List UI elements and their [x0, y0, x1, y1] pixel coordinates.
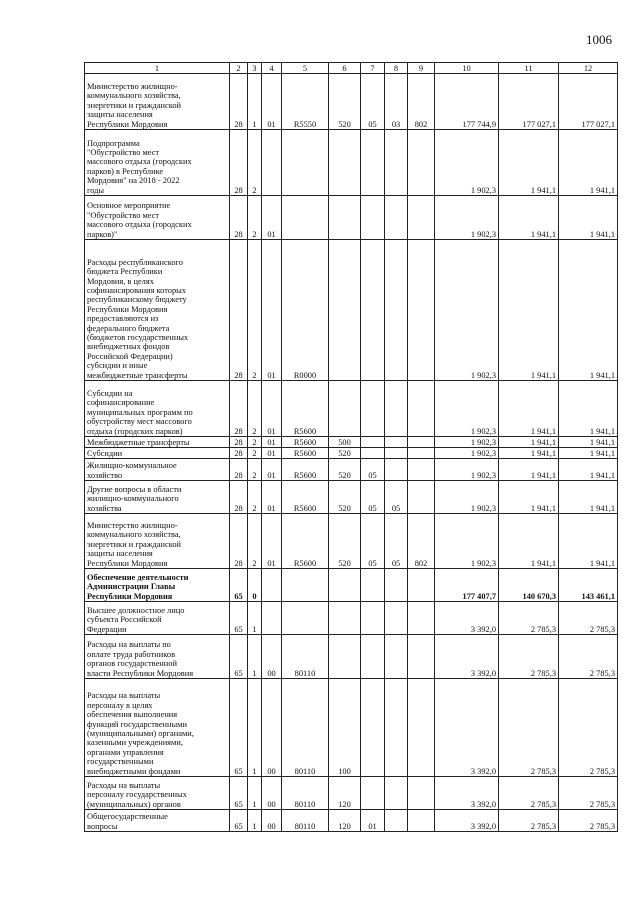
table-cell	[385, 240, 408, 381]
table-row	[85, 514, 618, 569]
table-cell	[385, 381, 408, 437]
column-header: 4	[262, 63, 282, 74]
table-cell: 1 902,3	[435, 196, 499, 240]
table-cell: 1 941,1	[499, 437, 559, 448]
table-cell: 05	[361, 459, 385, 481]
table-cell: 05	[361, 74, 385, 130]
table-cell: 1 941,1	[559, 381, 618, 437]
table-cell: 28	[230, 240, 248, 381]
column-header: 2	[230, 63, 248, 74]
table-cell	[361, 777, 385, 810]
table-cell: 1 941,1	[499, 459, 559, 481]
table-cell	[408, 459, 435, 481]
table-row	[85, 777, 618, 810]
table-cell	[385, 602, 408, 635]
table-cell	[385, 569, 408, 602]
table-row	[85, 459, 618, 481]
table-cell	[408, 602, 435, 635]
table-cell	[385, 437, 408, 448]
table-cell: 1 902,3	[435, 459, 499, 481]
table-cell: 1	[248, 679, 262, 777]
table-row	[85, 381, 618, 437]
table-cell	[385, 679, 408, 777]
table-cell	[408, 481, 435, 514]
table-cell: 1 941,1	[559, 448, 618, 459]
table-cell: 802	[408, 514, 435, 569]
table-cell: 2 785,3	[499, 679, 559, 777]
table-cell	[385, 810, 408, 832]
table-row	[85, 130, 618, 196]
table-cell: 2	[248, 240, 262, 381]
table-cell: R5600	[282, 481, 329, 514]
table-cell	[329, 635, 361, 679]
table-cell: 1 941,1	[499, 240, 559, 381]
table-cell: 2 785,3	[499, 810, 559, 832]
table-cell: 1 941,1	[559, 437, 618, 448]
table-cell: 28	[230, 448, 248, 459]
table-cell	[408, 569, 435, 602]
table-header-row	[85, 63, 618, 74]
table-cell	[385, 635, 408, 679]
table-cell: 120	[329, 810, 361, 832]
table-cell: 2 785,3	[499, 602, 559, 635]
row-label-cell: Жилищно-коммунальное хозяйство	[85, 459, 230, 481]
table-cell: 01	[361, 810, 385, 832]
table-cell: 520	[329, 514, 361, 569]
table-cell: R5600	[282, 448, 329, 459]
table-row	[85, 437, 618, 448]
table-cell: 2 785,3	[559, 635, 618, 679]
table-cell	[361, 679, 385, 777]
row-label-cell: Министерство жилищно- коммунального хозяйства, энергетики и гражданской защиты населения Республики Мордовия	[85, 514, 230, 569]
table-cell: 143 461,1	[559, 569, 618, 602]
table-row	[85, 448, 618, 459]
table-cell: 3 392,0	[435, 602, 499, 635]
table-cell	[329, 130, 361, 196]
table-cell	[385, 777, 408, 810]
table-row	[85, 810, 618, 832]
table-row	[85, 569, 618, 602]
column-header: 6	[329, 63, 361, 74]
column-header: 12	[559, 63, 618, 74]
table-cell: 1 941,1	[499, 514, 559, 569]
table-cell: 1	[248, 635, 262, 679]
table-cell	[329, 602, 361, 635]
table-cell	[385, 448, 408, 459]
table-cell	[385, 196, 408, 240]
table-cell: 120	[329, 777, 361, 810]
table-cell: 00	[262, 679, 282, 777]
table-cell: 2 785,3	[499, 635, 559, 679]
table-cell: 802	[408, 74, 435, 130]
table-row	[85, 679, 618, 777]
table-cell: 01	[262, 448, 282, 459]
row-label-cell: Субсидии	[85, 448, 230, 459]
table-cell: 05	[385, 481, 408, 514]
column-header: 1	[85, 63, 230, 74]
table-cell: 1 902,3	[435, 481, 499, 514]
column-header: 5	[282, 63, 329, 74]
table-cell	[282, 602, 329, 635]
table-cell	[361, 602, 385, 635]
table-cell: 28	[230, 196, 248, 240]
table-cell: 28	[230, 437, 248, 448]
table-cell: 80110	[282, 635, 329, 679]
table-cell: 1 941,1	[499, 381, 559, 437]
table-cell: 1 902,3	[435, 437, 499, 448]
table-row	[85, 602, 618, 635]
row-label-cell: Основное мероприятие "Обустройство мест массового отдыха (городских парков)"	[85, 196, 230, 240]
table-cell: 3 392,0	[435, 635, 499, 679]
table-cell	[361, 437, 385, 448]
table-cell: 1	[248, 74, 262, 130]
table-cell	[262, 569, 282, 602]
table-cell: 28	[230, 459, 248, 481]
table-row	[85, 635, 618, 679]
table-cell: 1 941,1	[559, 459, 618, 481]
table-cell	[385, 130, 408, 196]
table-cell: 80110	[282, 810, 329, 832]
table-cell: 2	[248, 196, 262, 240]
table-cell: R0000	[282, 240, 329, 381]
table-cell	[361, 240, 385, 381]
table-cell: 2	[248, 459, 262, 481]
column-header: 8	[385, 63, 408, 74]
table-cell: 01	[262, 196, 282, 240]
table-cell: 01	[262, 381, 282, 437]
table-cell: 01	[262, 514, 282, 569]
table-cell: 28	[230, 381, 248, 437]
table-cell: 1 941,1	[499, 448, 559, 459]
table-cell	[408, 679, 435, 777]
column-header: 3	[248, 63, 262, 74]
row-label-cell: Другие вопросы в области жилищно-коммунального хозяйства	[85, 481, 230, 514]
table-cell: 1 941,1	[559, 130, 618, 196]
table-cell: 03	[385, 74, 408, 130]
table-cell: 100	[329, 679, 361, 777]
table-cell	[329, 196, 361, 240]
table-cell: 1	[248, 602, 262, 635]
table-row	[85, 74, 618, 130]
table-cell: 1 941,1	[559, 240, 618, 381]
table-cell: R5550	[282, 74, 329, 130]
table-row	[85, 481, 618, 514]
table-cell: 1 902,3	[435, 381, 499, 437]
table-cell: 01	[262, 240, 282, 381]
row-label-cell: Межбюджетные трансферты	[85, 437, 230, 448]
table-cell	[408, 240, 435, 381]
table-cell: 80110	[282, 777, 329, 810]
table-cell	[262, 130, 282, 196]
row-label-cell: Расходы на выплаты по оплате труда работников органов государственной власти Республики Мордовия	[85, 635, 230, 679]
row-label-cell: Общегосударственные вопросы	[85, 810, 230, 832]
table-cell: 177 407,7	[435, 569, 499, 602]
table-cell	[361, 130, 385, 196]
table-row	[85, 196, 618, 240]
table-cell: 00	[262, 635, 282, 679]
table-cell: 28	[230, 481, 248, 514]
table-cell: 1	[248, 810, 262, 832]
table-cell: 2	[248, 481, 262, 514]
table-cell: 1	[248, 777, 262, 810]
table-cell: 140 670,3	[499, 569, 559, 602]
table-cell	[282, 130, 329, 196]
table-cell: 65	[230, 777, 248, 810]
table-cell	[361, 569, 385, 602]
table-cell	[361, 196, 385, 240]
table-cell: R5600	[282, 437, 329, 448]
table-cell: 2 785,3	[499, 777, 559, 810]
column-header: 9	[408, 63, 435, 74]
table-cell: 65	[230, 569, 248, 602]
table-cell: 2 785,3	[559, 777, 618, 810]
table-cell: 1 941,1	[559, 514, 618, 569]
table-cell: 1 902,3	[435, 130, 499, 196]
table-cell	[385, 459, 408, 481]
table-cell	[408, 777, 435, 810]
row-label-cell: Высшее должностное лицо субъекта Российской Федерации	[85, 602, 230, 635]
table-cell: 1 941,1	[559, 481, 618, 514]
table-cell: 00	[262, 810, 282, 832]
table-cell	[408, 635, 435, 679]
row-label-cell: Расходы республиканского бюджета Республики Мордовия, в целях софинансирования которых республиканскому бюджету Республики Мордовия предоставляются из федерального бюджета (бюджетов государственных внебюджетных фондов Российской Федерации) субсидии и иные межбюджетные трансферты	[85, 240, 230, 381]
column-header: 10	[435, 63, 499, 74]
row-label-cell: Министерство жилищно- коммунального хозяйства, энергетики и гражданской защиты населения Республики Мордовия	[85, 74, 230, 130]
table-cell: 520	[329, 448, 361, 459]
table-cell: 01	[262, 74, 282, 130]
table-cell	[408, 810, 435, 832]
table-cell: 05	[385, 514, 408, 569]
row-label-cell: Обеспечение деятельности Администрации Главы Республики Мордовия	[85, 569, 230, 602]
table-cell: 2	[248, 437, 262, 448]
table-cell: 01	[262, 481, 282, 514]
budget-table	[84, 62, 618, 832]
table-cell	[361, 448, 385, 459]
row-label-cell: Субсидии на софинансирование муниципальных программ по обустройству мест массового отдыха (городских парков)	[85, 381, 230, 437]
table-cell: 00	[262, 777, 282, 810]
column-header: 7	[361, 63, 385, 74]
table-cell: 520	[329, 74, 361, 130]
table-cell	[282, 569, 329, 602]
table-cell	[361, 635, 385, 679]
column-header: 11	[499, 63, 559, 74]
table-cell: 1 941,1	[499, 196, 559, 240]
row-label-cell: Расходы на выплаты персоналу в целях обеспечения выполнения функций государственными (муниципальными) органами, казенными учреждениями, органами управления государственными внебюджетными фондами	[85, 679, 230, 777]
table-row	[85, 240, 618, 381]
table-cell: 05	[361, 514, 385, 569]
table-cell: 80110	[282, 679, 329, 777]
table-cell: 520	[329, 481, 361, 514]
table-cell: 1 941,1	[499, 481, 559, 514]
table-cell: 2	[248, 514, 262, 569]
table-cell: 65	[230, 635, 248, 679]
table-cell: R5600	[282, 459, 329, 481]
table-cell: 28	[230, 514, 248, 569]
table-cell: 3 392,0	[435, 810, 499, 832]
table-cell: 65	[230, 810, 248, 832]
table-cell: 01	[262, 437, 282, 448]
table-cell: 1 902,3	[435, 240, 499, 381]
table-cell	[262, 602, 282, 635]
table-cell: 05	[361, 481, 385, 514]
table-cell: 500	[329, 437, 361, 448]
table-cell: 1 902,3	[435, 514, 499, 569]
table-cell	[408, 130, 435, 196]
page-number: 1006	[586, 32, 612, 47]
row-label-cell: Расходы на выплаты персоналу государственных (муниципальных) органов	[85, 777, 230, 810]
table-cell	[361, 381, 385, 437]
table-cell	[408, 448, 435, 459]
row-label-cell: Подпрограмма "Обустройство мест массового отдыха (городских парков) в Республике Мордовия" на 2018 - 2022 годы	[85, 130, 230, 196]
table-cell	[282, 196, 329, 240]
table-cell	[408, 437, 435, 448]
table-cell: 520	[329, 459, 361, 481]
table-cell: 3 392,0	[435, 777, 499, 810]
table-cell	[329, 381, 361, 437]
table-cell: 28	[230, 130, 248, 196]
table-cell: 2	[248, 130, 262, 196]
table-cell: 1 941,1	[499, 130, 559, 196]
table-cell: 2 785,3	[559, 602, 618, 635]
table-cell: R5600	[282, 381, 329, 437]
table-cell	[329, 240, 361, 381]
table-body	[85, 74, 618, 832]
table-cell: 2	[248, 448, 262, 459]
table-cell: R5600	[282, 514, 329, 569]
table-cell: 65	[230, 679, 248, 777]
table-cell: 2	[248, 381, 262, 437]
table-cell: 177 027,1	[499, 74, 559, 130]
table-cell	[329, 569, 361, 602]
table-cell: 1 941,1	[559, 196, 618, 240]
table-cell: 2 785,3	[559, 810, 618, 832]
table-cell: 1 902,3	[435, 448, 499, 459]
table-cell: 177 744,9	[435, 74, 499, 130]
table-cell: 0	[248, 569, 262, 602]
table-cell: 177 027,1	[559, 74, 618, 130]
table-cell: 3 392,0	[435, 679, 499, 777]
table-cell: 2 785,3	[559, 679, 618, 777]
table-cell	[408, 381, 435, 437]
table-cell: 28	[230, 74, 248, 130]
table-cell: 65	[230, 602, 248, 635]
table-cell: 01	[262, 459, 282, 481]
table-cell	[408, 196, 435, 240]
